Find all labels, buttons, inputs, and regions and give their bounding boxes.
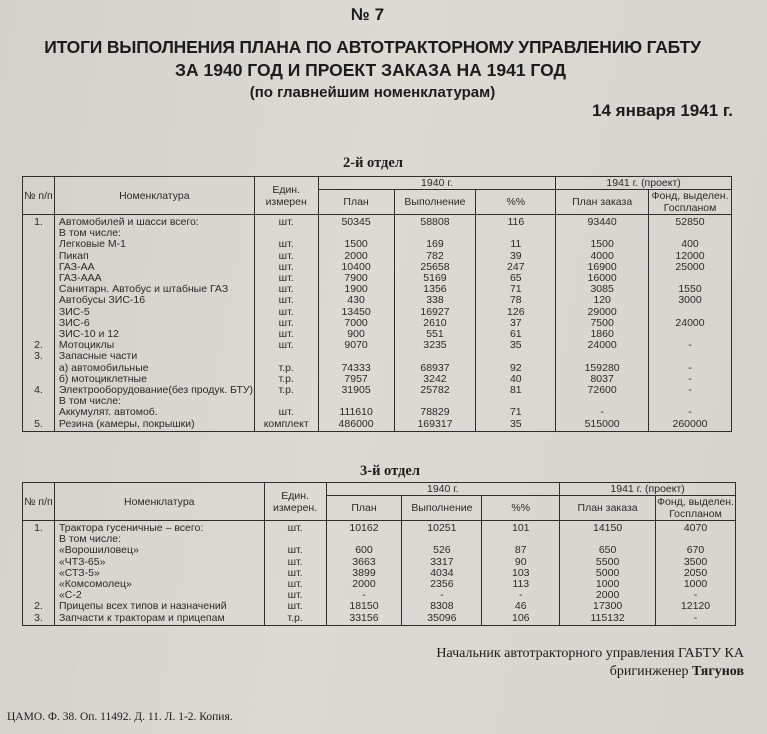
row-order-plan: 16000 [556, 273, 649, 284]
row-percent: 78 [476, 295, 556, 306]
header-group-1940: 1940 г. [326, 483, 560, 496]
row-order-plan: 5000 [560, 568, 656, 579]
row-num [23, 534, 55, 545]
row-execution: 3317 [402, 557, 482, 568]
row-plan: 7900 [318, 273, 394, 284]
row-plan: 1500 [318, 239, 394, 250]
row-percent: 92 [476, 363, 556, 374]
row-percent: 39 [476, 251, 556, 262]
row-unit: шт. [254, 262, 318, 273]
document-date: 14 января 1941 г. [592, 101, 733, 120]
row-unit: т.р. [254, 385, 318, 396]
row-order-plan: 115132 [560, 613, 656, 626]
row-percent: 35 [476, 419, 556, 432]
document-number: № 7 [350, 5, 385, 24]
row-order-plan: 16900 [556, 262, 649, 273]
header-execution: Выполнение [394, 190, 476, 215]
row-fund: - [649, 385, 732, 396]
row-plan: 2000 [318, 251, 394, 262]
row-num [23, 407, 55, 418]
row-fund: 12000 [649, 251, 732, 262]
row-percent: 247 [476, 262, 556, 273]
row-fund: - [649, 340, 732, 351]
row-order-plan: 1500 [556, 239, 649, 250]
row-order-plan [556, 351, 649, 362]
row-percent: 61 [476, 329, 556, 340]
document-title-line-2: ЗА 1940 ГОД И ПРОЕКТ ЗАКАЗА НА 1941 ГОД [175, 60, 566, 80]
row-order-plan: 3085 [556, 284, 649, 295]
row-plan: - [326, 590, 402, 601]
row-name: «Комсомолец» [54, 579, 264, 590]
header-fund: Фонд, выделен. Госпланом [657, 496, 735, 520]
row-execution: 551 [394, 329, 476, 340]
table-dept-2-body [23, 215, 732, 432]
row-percent: 101 [482, 521, 560, 535]
row-fund: - [649, 363, 732, 374]
row-percent: - [482, 590, 560, 601]
row-percent: 37 [476, 318, 556, 329]
row-num [23, 295, 55, 306]
row-execution: 2610 [394, 318, 476, 329]
row-plan [318, 351, 394, 362]
row-fund: 12120 [656, 601, 736, 612]
row-plan: 10400 [318, 262, 394, 273]
row-name: В том числе: [54, 396, 254, 407]
header-group-1940: 1940 г. [318, 177, 556, 190]
row-execution: 338 [394, 295, 476, 306]
row-order-plan: 7500 [556, 318, 649, 329]
row-num: 2. [23, 340, 55, 351]
row-name: Санитарн. Автобус и штабные ГАЗ [54, 284, 254, 295]
header-plan: План [326, 496, 402, 521]
row-name: Запчасти к тракторам и прицепам [54, 613, 264, 626]
row-fund: 1000 [656, 579, 736, 590]
row-unit: шт. [254, 284, 318, 295]
row-execution: 25658 [394, 262, 476, 273]
row-unit: шт. [254, 273, 318, 284]
signature-line [610, 664, 744, 680]
row-name: Запасные части [54, 351, 254, 362]
table-row [23, 295, 732, 306]
table-row [23, 307, 732, 318]
row-plan: 430 [318, 295, 394, 306]
row-unit: шт. [254, 251, 318, 262]
row-plan: 600 [326, 545, 402, 556]
row-unit: шт. [254, 307, 318, 318]
row-unit: шт. [254, 239, 318, 250]
row-percent: 87 [482, 545, 560, 556]
row-percent: 71 [476, 407, 556, 418]
row-execution: 782 [394, 251, 476, 262]
row-fund: 52850 [649, 215, 732, 229]
row-name: «ЧТЗ-65» [54, 557, 264, 568]
row-unit: т.р. [254, 374, 318, 385]
row-order-plan: 24000 [556, 340, 649, 351]
row-plan: 31905 [318, 385, 394, 396]
row-percent: 40 [476, 374, 556, 385]
row-plan: 1900 [318, 284, 394, 295]
row-num [23, 239, 55, 250]
signature-name: Тягунов [691, 664, 744, 679]
row-name: В том числе: [54, 534, 264, 545]
row-order-plan: 93440 [556, 215, 649, 229]
row-execution: 5169 [394, 273, 476, 284]
row-name: «СТЗ-5» [54, 568, 264, 579]
row-name: Прицепы всех типов и назначений [54, 601, 264, 612]
row-unit: шт. [264, 579, 326, 590]
row-plan: 7957 [318, 374, 394, 385]
row-plan: 111610 [318, 407, 394, 418]
row-percent: 116 [476, 215, 556, 229]
row-plan: 3899 [326, 568, 402, 579]
table-row [23, 419, 732, 432]
table-row [23, 557, 736, 568]
row-num: 2. [23, 601, 55, 612]
row-name: Резина (камеры, покрышки) [54, 419, 254, 432]
row-percent: 90 [482, 557, 560, 568]
header-percent: %% [476, 190, 556, 215]
document-title-line-1: ИТОГИ ВЫПОЛНЕНИЯ ПЛАНА ПО АВТОТРАКТОРНОМУ УПРАВЛЕНИЮ ГАБТУ [44, 37, 701, 57]
header-num: № п/п [23, 177, 55, 215]
row-order-plan: 4000 [556, 251, 649, 262]
row-execution: 1356 [394, 284, 476, 295]
section-title-dept-3: 3-й отдел [360, 463, 420, 479]
row-unit: шт. [254, 329, 318, 340]
row-order-plan: 5500 [560, 557, 656, 568]
table-row [23, 251, 732, 262]
row-num: 3. [23, 613, 55, 626]
row-execution: 2356 [402, 579, 482, 590]
row-execution: 58808 [394, 215, 476, 229]
row-num [23, 557, 55, 568]
row-execution: 169 [394, 239, 476, 250]
row-fund: 1550 [649, 284, 732, 295]
header-unit: Един. измерен. [264, 483, 326, 521]
row-percent: 11 [476, 239, 556, 250]
table-row [23, 215, 732, 229]
document-subtitle: (по главнейшим номенклатурам) [249, 84, 496, 101]
row-unit: шт. [264, 590, 326, 601]
header-order-plan: План заказа [556, 190, 649, 215]
table-row [23, 407, 732, 418]
row-name: Мотоциклы [54, 340, 254, 351]
row-fund: 4070 [656, 521, 736, 535]
row-unit: шт. [264, 601, 326, 612]
row-name: ЗИС-5 [54, 307, 254, 318]
table-row [23, 329, 732, 340]
row-fund: - [649, 407, 732, 418]
row-num: 4. [23, 385, 55, 396]
row-name: а) автомобильные [54, 363, 254, 374]
row-execution: 169317 [394, 419, 476, 432]
row-unit [254, 351, 318, 362]
row-name: Автомобилей и шасси всего: [54, 215, 254, 229]
row-unit: шт. [254, 295, 318, 306]
row-plan: 50345 [318, 215, 394, 229]
row-name: В том числе: [54, 228, 254, 239]
row-execution: 526 [402, 545, 482, 556]
row-name: ГАЗ-АА [54, 262, 254, 273]
row-num [23, 284, 55, 295]
row-unit: шт. [264, 545, 326, 556]
row-num [23, 262, 55, 273]
row-execution: 8308 [402, 601, 482, 612]
table-dept-3 [22, 482, 736, 626]
row-order-plan: - [556, 407, 649, 418]
row-unit: шт. [264, 521, 326, 535]
row-num [23, 396, 55, 407]
row-percent [476, 351, 556, 362]
row-num: 1. [23, 215, 55, 229]
row-percent: 46 [482, 601, 560, 612]
row-unit: шт. [254, 407, 318, 418]
row-percent: 81 [476, 385, 556, 396]
header-group-1941: 1941 г. (проект) [560, 483, 736, 496]
row-execution: 78829 [394, 407, 476, 418]
row-num [23, 251, 55, 262]
header-unit: Един. измерен [254, 177, 318, 215]
row-order-plan: 29000 [556, 307, 649, 318]
row-order-plan: 14150 [560, 521, 656, 535]
row-fund: 3500 [656, 557, 736, 568]
row-name: ГАЗ-ААА [54, 273, 254, 284]
row-name: б) мотоциклетные [54, 374, 254, 385]
row-execution: 16927 [394, 307, 476, 318]
row-execution: - [402, 590, 482, 601]
row-plan: 2000 [326, 579, 402, 590]
table-row [23, 601, 736, 612]
row-order-plan: 72600 [556, 385, 649, 396]
row-fund: - [656, 590, 736, 601]
row-execution: 4034 [402, 568, 482, 579]
row-name: Автобусы ЗИС-16 [54, 295, 254, 306]
table-row [23, 579, 736, 590]
row-fund [649, 351, 732, 362]
row-name: «Ворошиловец» [54, 545, 264, 556]
row-order-plan: 1860 [556, 329, 649, 340]
header-order-plan: План заказа [560, 496, 656, 521]
row-order-plan: 1000 [560, 579, 656, 590]
signature-rank: бригинженер [609, 664, 689, 679]
row-execution [394, 351, 476, 362]
row-execution: 35096 [402, 613, 482, 626]
row-unit: шт. [254, 215, 318, 229]
row-unit: т.р. [264, 613, 326, 626]
row-execution: 10251 [402, 521, 482, 535]
row-execution: 3235 [394, 340, 476, 351]
row-name: ЗИС-6 [54, 318, 254, 329]
row-name: Пикап [54, 251, 254, 262]
header-execution: Выполнение [402, 496, 482, 521]
row-unit: шт. [264, 568, 326, 579]
row-plan: 74333 [318, 363, 394, 374]
row-plan: 486000 [318, 419, 394, 432]
row-percent: 35 [476, 340, 556, 351]
row-execution: 3242 [394, 374, 476, 385]
row-name: ЗИС-10 и 12 [54, 329, 254, 340]
row-execution: 68937 [394, 363, 476, 374]
row-percent: 126 [476, 307, 556, 318]
row-num [23, 568, 55, 579]
row-unit: шт. [254, 318, 318, 329]
row-num: 3. [23, 351, 55, 362]
row-unit: шт. [264, 557, 326, 568]
table-dept-2 [22, 176, 732, 432]
row-plan: 9070 [318, 340, 394, 351]
row-fund: 670 [656, 545, 736, 556]
row-execution: 25782 [394, 385, 476, 396]
row-fund: 25000 [649, 262, 732, 273]
table-row [23, 239, 732, 250]
table-row [23, 351, 732, 362]
table-row [23, 318, 732, 329]
row-num [23, 228, 55, 239]
row-num [23, 545, 55, 556]
row-num [23, 273, 55, 284]
archive-source: ЦАМО. Ф. 38. Оп. 11492. Д. 11. Л. 1-2. Копия. [7, 711, 233, 723]
row-order-plan: 2000 [560, 590, 656, 601]
row-order-plan: 120 [556, 295, 649, 306]
table-dept-3-body [23, 521, 736, 626]
row-name: Аккумулят. автомоб. [54, 407, 254, 418]
row-percent: 65 [476, 273, 556, 284]
row-num: 1. [23, 521, 55, 535]
row-order-plan: 159280 [556, 363, 649, 374]
table-row [23, 262, 732, 273]
row-num: 5. [23, 419, 55, 432]
header-nomenclature: Номенклатура [54, 483, 264, 521]
signature-position: Начальник автотракторного управления ГАБТУ КА [436, 646, 744, 661]
row-plan: 10162 [326, 521, 402, 535]
row-unit: комплект [254, 419, 318, 432]
row-percent: 113 [482, 579, 560, 590]
table-row [23, 521, 736, 535]
row-fund: 260000 [649, 419, 732, 432]
header-group-1941: 1941 г. (проект) [556, 177, 732, 190]
row-name: Трактора гусеничные – всего: [54, 521, 264, 535]
row-plan: 18150 [326, 601, 402, 612]
section-title-dept-2: 2-й отдел [343, 155, 403, 171]
row-name: Легковые М-1 [54, 239, 254, 250]
row-num [23, 307, 55, 318]
row-fund: 24000 [649, 318, 732, 329]
header-num: № п/п [23, 483, 55, 521]
row-fund: - [649, 374, 732, 385]
table-row [23, 613, 736, 626]
row-percent: 106 [482, 613, 560, 626]
row-name: «С-2 [54, 590, 264, 601]
header-percent: %% [482, 496, 560, 521]
row-order-plan: 8037 [556, 374, 649, 385]
table-row [23, 385, 732, 396]
table-row [23, 228, 732, 239]
row-num [23, 318, 55, 329]
row-unit: т.р. [254, 363, 318, 374]
row-name: Электрооборудование(без продук. БТУ) [54, 385, 254, 396]
row-order-plan: 17300 [560, 601, 656, 612]
row-plan: 900 [318, 329, 394, 340]
row-plan: 33156 [326, 613, 402, 626]
row-plan: 3663 [326, 557, 402, 568]
row-num [23, 579, 55, 590]
row-fund: 3000 [649, 295, 732, 306]
row-order-plan: 515000 [556, 419, 649, 432]
row-order-plan: 650 [560, 545, 656, 556]
row-percent: 103 [482, 568, 560, 579]
table-row [23, 545, 736, 556]
row-fund: - [656, 613, 736, 626]
row-fund: 2050 [656, 568, 736, 579]
row-unit: шт. [254, 340, 318, 351]
header-fund: Фонд, выделен. Госпланом [649, 190, 732, 215]
header-plan: План [318, 190, 394, 215]
header-nomenclature: Номенклатура [54, 177, 254, 215]
row-plan: 13450 [318, 307, 394, 318]
row-num [23, 363, 55, 374]
row-percent: 71 [476, 284, 556, 295]
row-fund: 400 [649, 239, 732, 250]
row-plan: 7000 [318, 318, 394, 329]
